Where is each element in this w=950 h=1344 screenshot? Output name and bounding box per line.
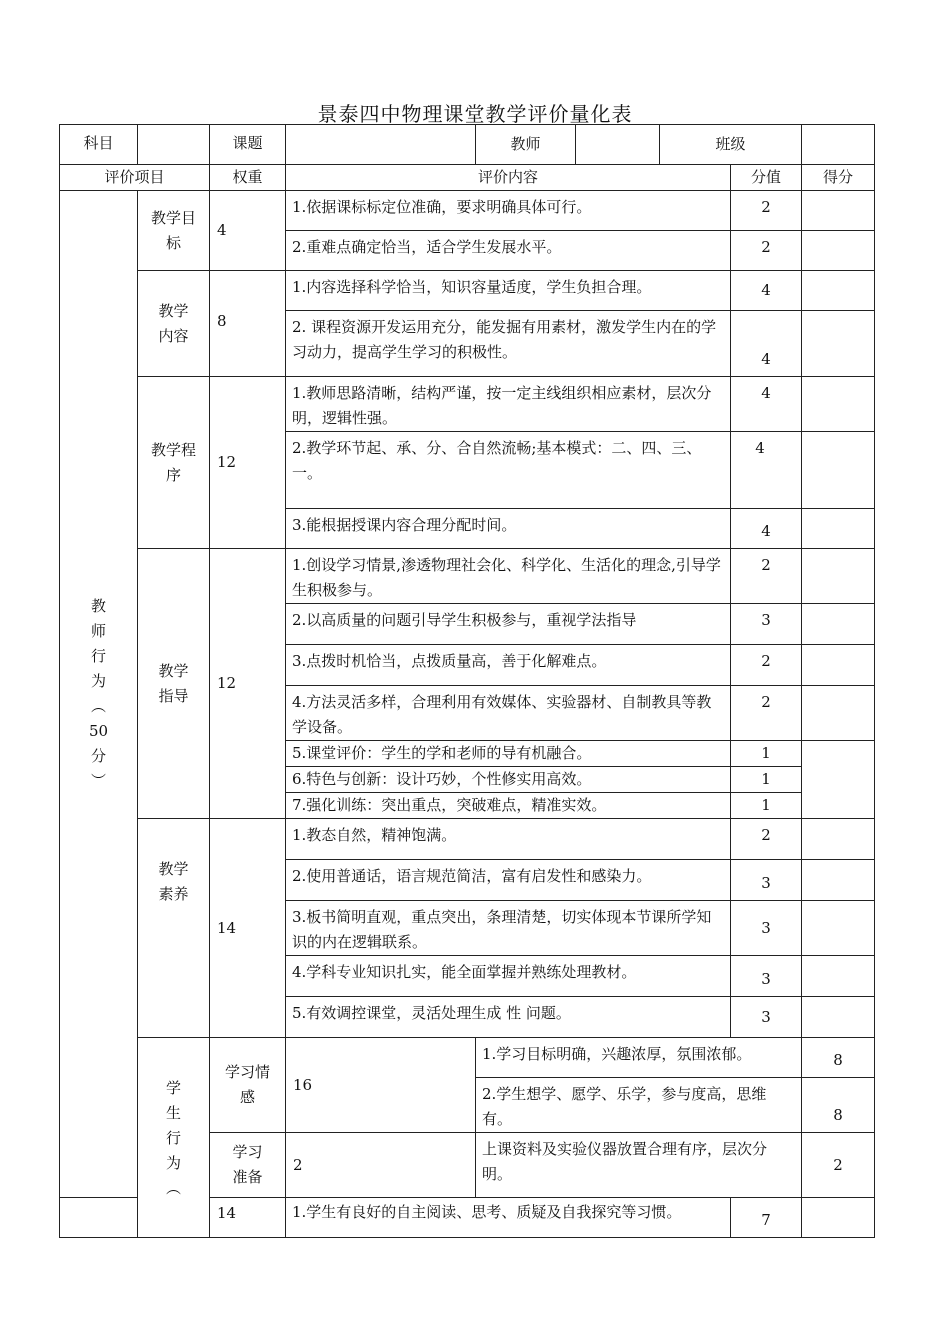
criterion-score: 3 (731, 860, 802, 901)
criterion-score: 1 (731, 741, 802, 767)
group-literacy-label: 教学 素养 (138, 819, 210, 1038)
table-row (60, 819, 875, 860)
criterion-score: 2 (731, 686, 802, 741)
topic-label: 课题 (210, 125, 286, 165)
evaluation-table (59, 124, 875, 1238)
criterion-score: 3 (731, 604, 802, 645)
header-weight: 权重 (210, 165, 286, 191)
table-row (60, 191, 875, 231)
criterion-text: 3.板书简明直观，重点突出，条理清楚，切实体现本节课所学知识的内在逻辑联系。 (286, 901, 731, 956)
criterion-score: 8 (802, 1038, 875, 1078)
criterion-score: 3 (731, 956, 802, 997)
criterion-text: 2.学生想学、愿学、乐学，参与度高，思维有。 (476, 1078, 802, 1133)
group-goal-weight: 4 (210, 191, 286, 271)
score-input[interactable] (802, 686, 875, 741)
group-literacy-weight: 14 (210, 819, 286, 1038)
class-label: 班级 (660, 125, 802, 165)
criterion-text: 1.创设学习情景,渗透物理社会化、科学化、生活化的理念,引导学生积极参与。 (286, 549, 731, 604)
criterion-score: 1 (731, 767, 802, 793)
table-row (60, 1038, 875, 1078)
criterion-score: 2 (731, 231, 802, 271)
subject-field[interactable] (138, 125, 210, 165)
criterion-score: 2 (731, 549, 802, 604)
criterion-score: 2 (731, 645, 802, 686)
criterion-score: 2 (731, 191, 802, 231)
criterion-score: 4 (731, 377, 802, 432)
score-input[interactable] (802, 604, 875, 645)
table-row (60, 549, 875, 604)
criterion-score: 4 (731, 311, 802, 377)
criterion-text: 5.课堂评价：学生的学和老师的导有机融合。 (286, 741, 731, 767)
criterion-text: 上课资料及实验仪器放置合理有序，层次分明。 (476, 1133, 802, 1198)
criterion-text: 1.学习目标明确，兴趣浓厚，氛围浓郁。 (476, 1038, 802, 1078)
info-row (60, 125, 875, 165)
score-input[interactable] (802, 819, 875, 860)
score-input[interactable] (802, 549, 875, 604)
criterion-score: 7 (731, 1198, 802, 1238)
topic-field[interactable] (286, 125, 476, 165)
score-input[interactable] (802, 860, 875, 901)
score-input[interactable] (802, 191, 875, 231)
criterion-text: 7.强化训练：突出重点，突破难点，精准实效。 (286, 793, 731, 819)
group-guidance-weight: 12 (210, 549, 286, 819)
group-prep-label: 学习 准备 (210, 1133, 286, 1198)
header-item: 评价项目 (60, 165, 210, 191)
header-score: 分值 (731, 165, 802, 191)
criterion-score: 3 (731, 901, 802, 956)
score-input[interactable] (802, 956, 875, 997)
score-input[interactable] (802, 741, 875, 819)
group-emotion-weight: 16 (286, 1038, 476, 1133)
criterion-score: 8 (802, 1078, 875, 1133)
score-input[interactable] (802, 377, 875, 432)
subject-label: 科目 (60, 125, 138, 165)
score-input[interactable] (802, 997, 875, 1038)
group-habit-label (60, 1198, 138, 1238)
criterion-text: 4.学科专业知识扎实，能全面掌握并熟练处理教材。 (286, 956, 731, 997)
criterion-score: 1 (731, 793, 802, 819)
group-procedure-weight: 12 (210, 377, 286, 549)
group-procedure-label: 教学程 序 (138, 377, 210, 549)
criterion-text: 6.特色与创新：设计巧妙，个性修实用高效。 (286, 767, 731, 793)
header-got: 得分 (802, 165, 875, 191)
score-input[interactable] (802, 311, 875, 377)
table-row (60, 271, 875, 311)
teacher-behavior-section: 教 师 行 为 ︵ 50 分 ︶ (60, 191, 138, 1198)
group-content-label: 教学 内容 (138, 271, 210, 377)
teacher-field[interactable] (576, 125, 660, 165)
criterion-text: 1.教师思路清晰，结构严谨，按一定主线组织相应素材，层次分明，逻辑性强。 (286, 377, 731, 432)
score-input[interactable] (802, 432, 875, 509)
criterion-score: 2 (731, 819, 802, 860)
score-input[interactable] (802, 509, 875, 549)
criterion-text: 2.以高质量的问题引导学生积极参与，重视学法指导 (286, 604, 731, 645)
class-field[interactable] (802, 125, 875, 165)
criterion-text: 1.依据课标标定位准确，要求明确具体可行。 (286, 191, 731, 231)
score-input[interactable] (802, 901, 875, 956)
group-emotion-label: 学习情 感 (210, 1038, 286, 1133)
criterion-text: 2.教学环节起、承、分、合自然流畅;基本模式：二、四、三、一。 (286, 432, 731, 509)
criterion-text: 4.方法灵活多样，合理利用有效媒体、实验器材、自制教具等教学设备。 (286, 686, 731, 741)
teacher-label: 教师 (476, 125, 576, 165)
criterion-text: 5.有效调控课堂，灵活处理生成 性 问题。 (286, 997, 731, 1038)
criterion-score: 3 (731, 997, 802, 1038)
group-habit-weight: 14 (210, 1198, 286, 1238)
group-prep-weight: 2 (286, 1133, 476, 1198)
criterion-score: 4 (731, 432, 802, 509)
group-guidance-label: 教学 指导 (138, 549, 210, 819)
score-input[interactable] (802, 231, 875, 271)
header-content: 评价内容 (286, 165, 731, 191)
page-title: 景泰四中物理课堂教学评价量化表 (317, 102, 633, 126)
group-goal-label: 教学目 标 (138, 191, 210, 271)
criterion-score: 4 (731, 509, 802, 549)
criterion-text: 1.内容选择科学恰当，知识容量适度，学生负担合理。 (286, 271, 731, 311)
group-content-weight: 8 (210, 271, 286, 377)
score-input[interactable] (802, 645, 875, 686)
score-input[interactable] (802, 1198, 875, 1238)
criterion-text: 2.重难点确定恰当，适合学生发展水平。 (286, 231, 731, 271)
header-row (60, 165, 875, 191)
criterion-text: 3.能根据授课内容合理分配时间。 (286, 509, 731, 549)
criterion-text: 1.学生有良好的自主阅读、思考、质疑及自我探究等习惯。 (286, 1198, 731, 1238)
student-behavior-section: 学 生 行 为 ︵ (138, 1038, 210, 1238)
criterion-score: 4 (731, 271, 802, 311)
criterion-text: 2.使用普通话，语言规范简洁，富有启发性和感染力。 (286, 860, 731, 901)
score-input[interactable] (802, 271, 875, 311)
criterion-text: 2. 课程资源开发运用充分，能发掘有用素材，激发学生内在的学习动力，提高学生学习的积极性。 (286, 311, 731, 377)
criterion-text: 1.教态自然，精神饱满。 (286, 819, 731, 860)
criterion-text: 3.点拨时机恰当，点拨质量高，善于化解难点。 (286, 645, 731, 686)
criterion-score: 2 (802, 1133, 875, 1198)
table-row (60, 377, 875, 432)
